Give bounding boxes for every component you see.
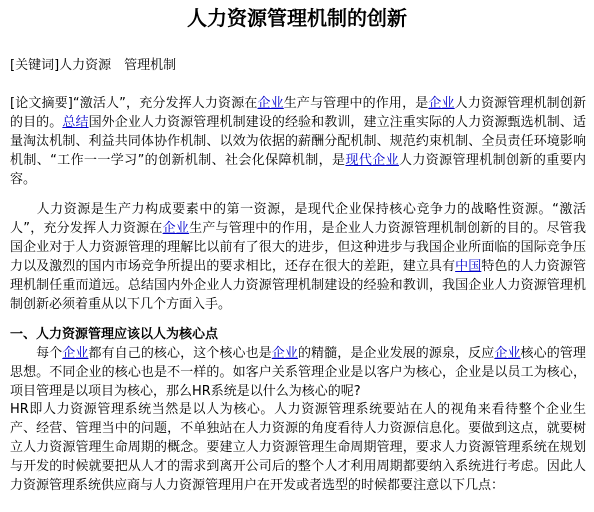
- body-paragraph-2: [10, 344, 586, 401]
- body-text: 的精髓，是企业发展的源泉，反应: [297, 346, 495, 361]
- link-enterprise[interactable]: 企业: [271, 346, 298, 361]
- body-text: 人力资源是生产力构成要素中的第一资源，是现代企业保持核心竞争力的战略性资源。“激活人”，充分发挥人力资源在: [10, 202, 586, 236]
- link-enterprise[interactable]: 企业: [428, 96, 455, 111]
- abstract-text: 人力资源管理机制创新的目的。: [10, 96, 586, 130]
- link-modern-enterprise[interactable]: 现代企业: [345, 153, 399, 168]
- link-enterprise[interactable]: 企业: [162, 221, 190, 236]
- body-paragraph-1: [10, 200, 586, 314]
- abstract-paragraph: [10, 94, 586, 189]
- link-enterprise[interactable]: 企业: [257, 96, 284, 111]
- link-enterprise[interactable]: 企业: [62, 346, 89, 361]
- abstract-text: [论文摘要]“激活人”，充分发挥人力资源在: [10, 96, 258, 111]
- link-summary[interactable]: 总结: [62, 115, 89, 130]
- keywords-line: [关键词]人力资源 管理机制: [10, 58, 177, 73]
- section-heading-1: 一、人力资源管理应该以人为核心点: [10, 327, 219, 342]
- body-text: 都有自己的核心，这个核心也是: [88, 346, 272, 361]
- abstract-text: 人力资源管理机制创新的重要内容。: [10, 153, 586, 187]
- body-text: 核心的管理思想。不同企业的核心也是不一样的。如客户关系管理企业是以客户为核心，企业是以员工为核心，项目管理是以项目为核心，那么HR系统是以什么为核心的呢?: [10, 346, 586, 399]
- body-text: 生产与管理中的作用，是企业人力资源管理机制创新的目的。尽管我国企业对于人力资源管理的理解比以前有了很大的进步，但这种进步与我国企业所面临的国际竞争压力以及激烈的国内市场竞争所提出的要求相比，还存在很大的差距，建立具有: [10, 221, 586, 274]
- abstract-text: 生产与管理中的作用，是: [283, 96, 429, 111]
- abstract-text: 国外企业人力资源管理机制建设的经验和教训，建立注重实际的人力资源甄选机制、适量淘汰机制、利益共同体协作机制、以效为依据的薪酬分配机制、规范约束机制、全员责任环境影响机制、“工作一一学习”的创新机制、社会化保障机制，是: [10, 115, 586, 168]
- body-text: 每个: [36, 346, 63, 361]
- link-enterprise[interactable]: 企业: [494, 346, 521, 361]
- body-text: 特色的人力资源管理机制任重而道远。总结国内外企业人力资源管理机制建设的经验和教训，我国企业人力资源管理机制创新必须着重从以下几个方面入手。: [10, 259, 586, 312]
- document-title: 人力资源管理机制的创新: [187, 6, 407, 30]
- link-china[interactable]: 中国: [455, 259, 482, 274]
- body-paragraph-3: HR即人力资源管理系统当然是以人为核心。人力资源管理系统要站在人的视角来看待整个企业生产、经营、管理当中的问题，不单独站在人力资源的角度看待人力资源信息化。要做到这点，就要树立人力资源管理生命周期的概念。要建立人力资源管理生命周期管理，要求人力资源管理系统在规划与开发的时候就要把从人才的需求到离开公司后的整个人才利用周期都要纳入系统进行考虑。因此人力资源管理系统供应商与人力资源管理用户在开发或者选型的时候都要注意以下几点：: [10, 402, 586, 493]
